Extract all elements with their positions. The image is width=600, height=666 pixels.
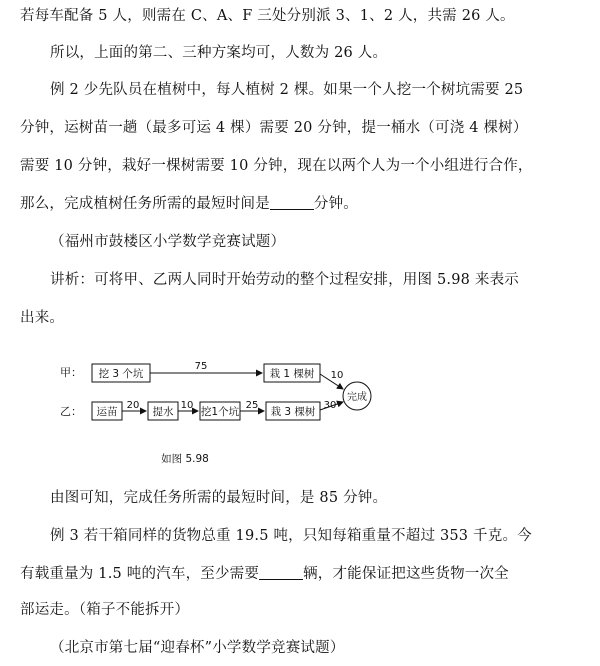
answer-blank (270, 195, 314, 210)
example-2-line-1: 例 2 少先队员在植树中，每人植树 2 棵。如果一个人挖一个树坑需要 25 (50, 82, 524, 98)
source-citation-2: （北京市第七届“迎春杯”小学数学竞赛试题） (50, 640, 345, 656)
box-water: 提水 (152, 406, 174, 418)
answer-blank-2 (259, 565, 303, 580)
weight-20: 20 (126, 400, 140, 411)
question-unit: 分钟。 (313, 196, 359, 212)
box-plant3: 栽 3 棵树 (270, 406, 316, 418)
example-2-line-4 (20, 194, 358, 214)
analysis-line-1: 讲析：可将甲、乙两人同时开始劳动的整个过程安排，用图 5.98 来表示 (50, 272, 520, 288)
box-dig1: 挖1个坑 (200, 406, 240, 418)
box-plant1: 栽 1 棵树 (269, 368, 315, 380)
weight-25: 25 (245, 400, 259, 411)
weight-30: 30 (323, 400, 337, 411)
example-3-line-2 (20, 564, 509, 584)
source-citation-1: （福州市鼓楼区小学数学竞赛试题） (50, 234, 286, 250)
box-dig3: 挖 3 个坑 (98, 368, 144, 380)
example-2-line-2: 分钟，运树苗一趟（最多可运 4 棵）需要 20 分钟，提一桶水（可浇 4 棵树） (20, 120, 528, 136)
weight-75: 75 (194, 361, 208, 372)
example-3-line-3: 部运走。（箱子不能拆开） (20, 602, 190, 618)
weight-10b: 10 (180, 400, 194, 411)
diagram-caption: 如图 5.98 (161, 453, 209, 465)
row-label-jia: 甲： (60, 366, 82, 379)
question-rest-2: 辆，才能保证把这些货物一次全 (303, 566, 509, 582)
text-line-2: 所以，上面的第二、三种方案均可，人数为 26 人。 (50, 45, 388, 61)
conclusion-line: 由图可知，完成任务所需的最短时间，是 85 分钟。 (50, 490, 388, 506)
weight-10a: 10 (330, 370, 344, 381)
example-3-line-1: 例 3 若干箱同样的货物总重 19.5 吨，只知每箱重量不超过 353 千克。今 (50, 528, 532, 544)
process-diagram (0, 350, 600, 490)
analysis-line-2: 出来。 (20, 310, 65, 326)
example-2-line-3: 需要 10 分钟，栽好一棵树需要 10 分钟，现在以两个人为一个小组进行合作， (20, 158, 533, 174)
row-label-yi: 乙： (60, 405, 82, 418)
question-text-2: 有载重量为 1.5 吨的汽车，至少需要 (20, 566, 260, 582)
box-seedling: 运苗 (96, 406, 118, 418)
text-line-1: 若每车配备 5 人，则需在 C、A、F 三处分别派 3、1、2 人，共需 26 人。 (20, 8, 515, 24)
question-text: 那么，完成植树任务所需的最短时间是 (20, 196, 270, 212)
node-done: 完成 (347, 392, 367, 403)
